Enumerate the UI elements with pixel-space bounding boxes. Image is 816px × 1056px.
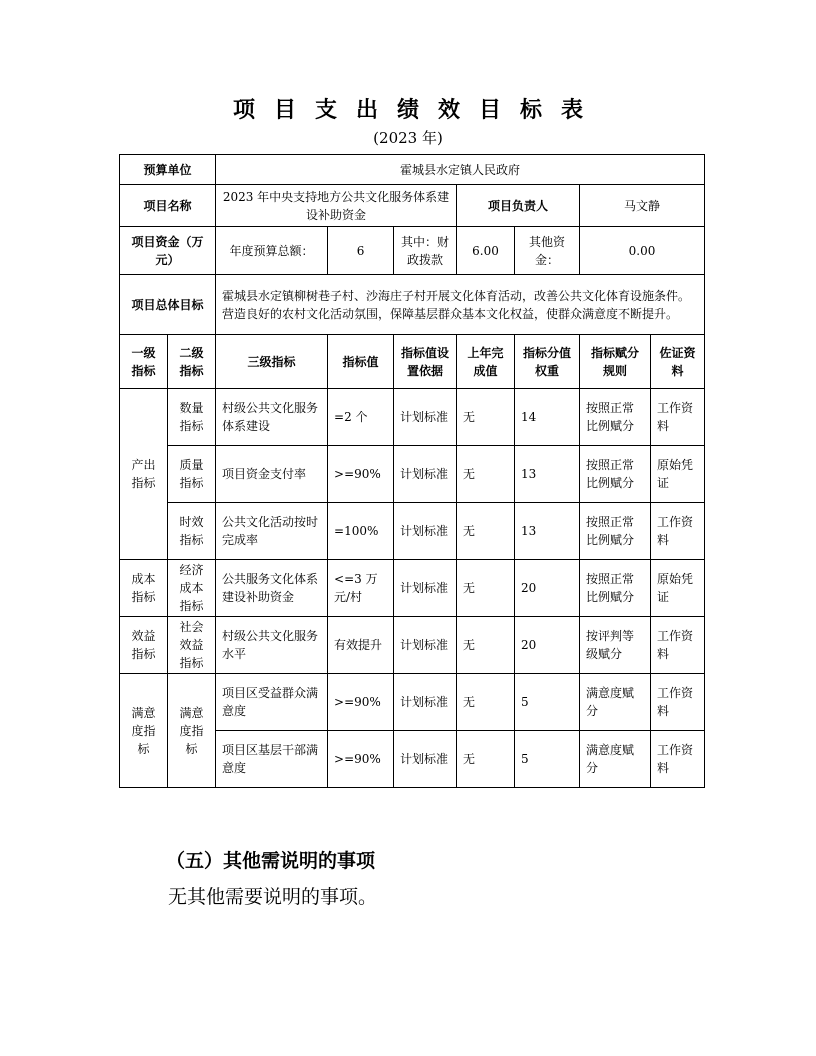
document-year: (2023 年) <box>373 129 443 147</box>
basis-cell: 计划标准 <box>394 674 457 731</box>
weight-cell: 20 <box>515 560 580 617</box>
project-name-value: 2023 年中央支持地方公共文化服务体系建设补助资金 <box>216 185 457 227</box>
evidence-cell: 工作资料 <box>651 389 705 446</box>
group-satisfaction: 满意度指标 <box>120 674 168 788</box>
funds-label: 项目资金（万元） <box>120 227 216 275</box>
annual-budget-label: 年度预算总额： <box>216 227 328 275</box>
fiscal-label: 其中：财政拨款 <box>394 227 457 275</box>
group-cost: 成本指标 <box>120 560 168 617</box>
table-row <box>120 617 705 674</box>
rule-cell: 满意度赋分 <box>580 731 651 788</box>
header-level2: 二级指标 <box>168 335 216 389</box>
basis-cell: 计划标准 <box>394 446 457 503</box>
header-level1: 一级指标 <box>120 335 168 389</box>
header-weight: 指标分值权重 <box>515 335 580 389</box>
weight-cell: 14 <box>515 389 580 446</box>
evidence-cell: 工作资料 <box>651 674 705 731</box>
header-indicator-value: 指标值 <box>328 335 394 389</box>
level2-cell: 质量指标 <box>168 446 216 503</box>
value-cell: >=90% <box>328 674 394 731</box>
weight-cell: 5 <box>515 731 580 788</box>
weight-cell: 13 <box>515 503 580 560</box>
header-scoring-rule: 指标赋分规则 <box>580 335 651 389</box>
weight-cell: 13 <box>515 446 580 503</box>
project-leader-value: 马文静 <box>580 185 705 227</box>
rule-cell: 按评判等级赋分 <box>580 617 651 674</box>
project-name-label: 项目名称 <box>120 185 216 227</box>
table-row <box>120 389 705 446</box>
level2-cell: 满意度指标 <box>168 674 216 788</box>
basis-cell: 计划标准 <box>394 389 457 446</box>
rule-cell: 按照正常比例赋分 <box>580 503 651 560</box>
level3-cell: 公共服务文化体系建设补助资金 <box>216 560 328 617</box>
overall-goal-value: 霍城县水定镇柳树巷子村、沙海庄子村开展文化体育活动，改善公共文化体育设施条件。营造良好的农村文化活动氛围，保障基层群众基本文化权益，使群众满意度不断提升。 <box>216 275 705 335</box>
budget-unit-label: 预算单位 <box>120 155 216 185</box>
evidence-cell: 工作资料 <box>651 617 705 674</box>
value-cell: =2 个 <box>328 389 394 446</box>
last-year-cell: 无 <box>457 389 515 446</box>
basis-cell: 计划标准 <box>394 560 457 617</box>
annual-budget-value: 6 <box>328 227 394 275</box>
rule-cell: 按照正常比例赋分 <box>580 560 651 617</box>
rule-cell: 满意度赋分 <box>580 674 651 731</box>
last-year-cell: 无 <box>457 503 515 560</box>
header-level3: 三级指标 <box>216 335 328 389</box>
level2-cell: 经济成本指标 <box>168 560 216 617</box>
level3-cell: 公共文化活动按时完成率 <box>216 503 328 560</box>
other-funds-value: 0.00 <box>580 227 705 275</box>
evidence-cell: 原始凭证 <box>651 560 705 617</box>
table-row <box>120 560 705 617</box>
level3-cell: 项目区基层干部满意度 <box>216 731 328 788</box>
weight-cell: 20 <box>515 617 580 674</box>
level3-cell: 村级公共文化服务水平 <box>216 617 328 674</box>
value-cell: =100% <box>328 503 394 560</box>
level2-cell: 时效指标 <box>168 503 216 560</box>
value-cell: 有效提升 <box>328 617 394 674</box>
weight-cell: 5 <box>515 674 580 731</box>
fiscal-value: 6.00 <box>457 227 515 275</box>
last-year-cell: 无 <box>457 560 515 617</box>
last-year-cell: 无 <box>457 674 515 731</box>
group-output: 产出指标 <box>120 389 168 560</box>
level2-cell: 数量指标 <box>168 389 216 446</box>
evidence-cell: 工作资料 <box>651 503 705 560</box>
level3-cell: 项目区受益群众满意度 <box>216 674 328 731</box>
level3-cell: 项目资金支付率 <box>216 446 328 503</box>
basis-cell: 计划标准 <box>394 731 457 788</box>
performance-table <box>119 154 705 788</box>
table-row <box>120 674 705 731</box>
section-paragraph: 无其他需要说明的事项。 <box>168 886 378 908</box>
basis-cell: 计划标准 <box>394 503 457 560</box>
overall-goal-label: 项目总体目标 <box>120 275 216 335</box>
table-row <box>120 503 705 560</box>
basis-cell: 计划标准 <box>394 617 457 674</box>
last-year-cell: 无 <box>457 617 515 674</box>
document-title: 项目支出绩效目标表 <box>232 98 602 123</box>
value-cell: >=90% <box>328 446 394 503</box>
value-cell: <=3 万元/村 <box>328 560 394 617</box>
rule-cell: 按照正常比例赋分 <box>580 389 651 446</box>
section-heading: （五）其他需说明的事项 <box>166 850 376 872</box>
header-last-year: 上年完成值 <box>457 335 515 389</box>
project-leader-label: 项目负责人 <box>457 185 580 227</box>
last-year-cell: 无 <box>457 446 515 503</box>
table-row <box>120 446 705 503</box>
other-funds-label: 其他资金： <box>515 227 580 275</box>
last-year-cell: 无 <box>457 731 515 788</box>
level3-cell: 村级公共文化服务体系建设 <box>216 389 328 446</box>
budget-unit-value: 霍城县水定镇人民政府 <box>216 155 705 185</box>
rule-cell: 按照正常比例赋分 <box>580 446 651 503</box>
header-basis: 指标值设置依据 <box>394 335 457 389</box>
evidence-cell: 工作资料 <box>651 731 705 788</box>
value-cell: >=90% <box>328 731 394 788</box>
group-benefit: 效益指标 <box>120 617 168 674</box>
level2-cell: 社会效益指标 <box>168 617 216 674</box>
header-evidence: 佐证资料 <box>651 335 705 389</box>
evidence-cell: 原始凭证 <box>651 446 705 503</box>
